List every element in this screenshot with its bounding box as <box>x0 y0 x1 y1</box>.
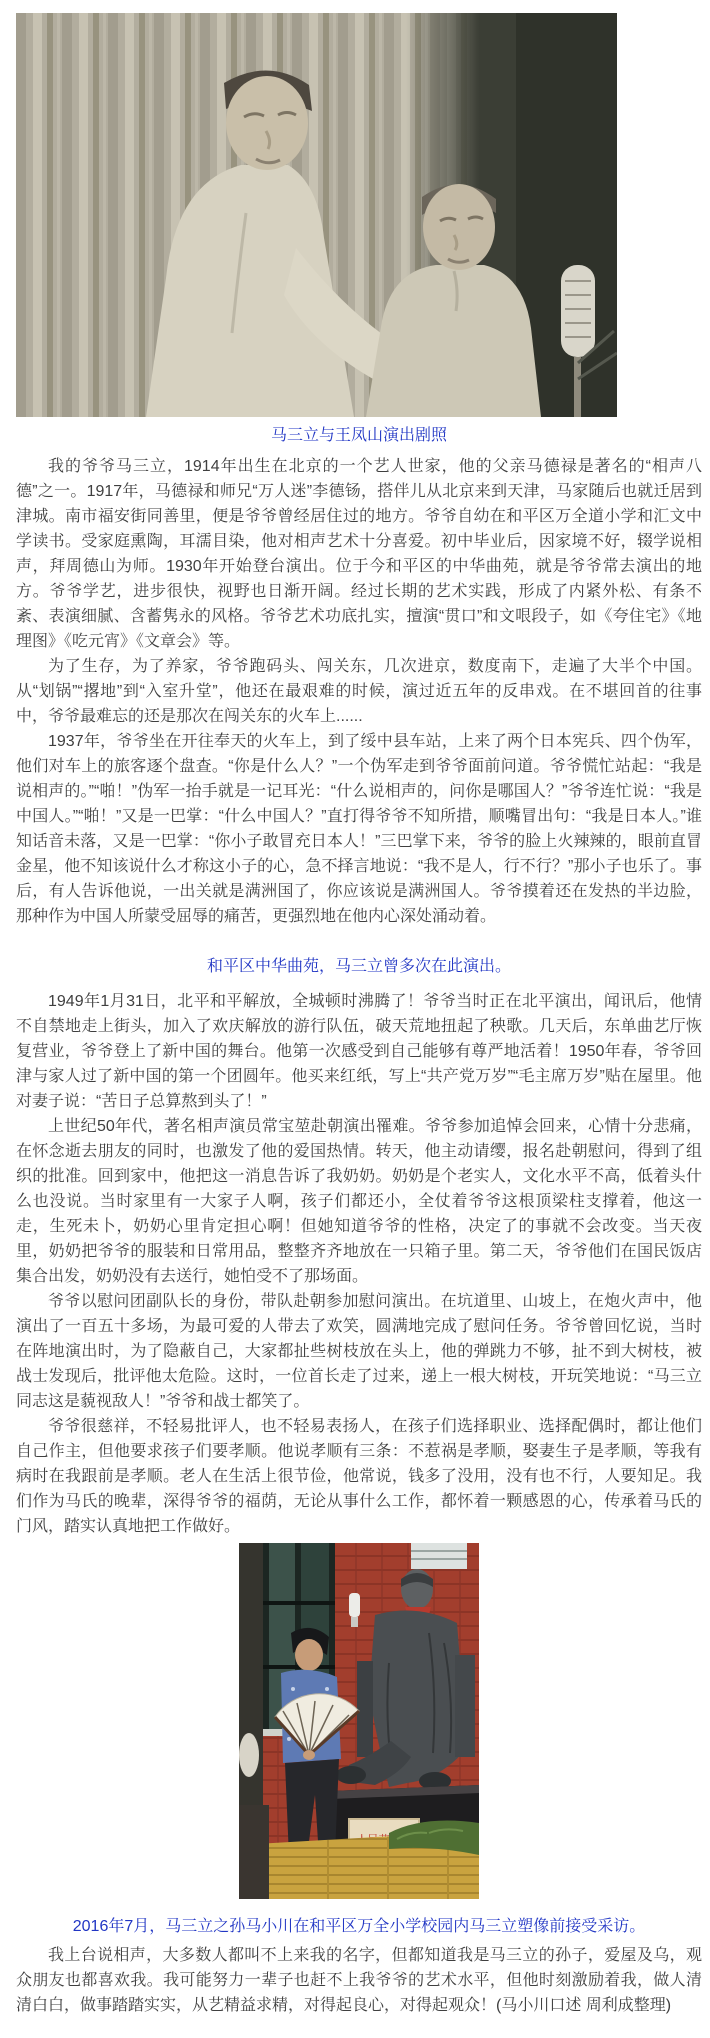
window-top-right <box>411 1543 467 1569</box>
stage-photo-caption: 马三立与王凤山演出剧照 <box>270 427 447 444</box>
stage-photo-image <box>16 13 617 417</box>
paragraph-6: 爷爷以慰问团副队长的身份，带队赴朝参加慰问演出。在坑道里、山坡上，在炮火声中，他演出了一百五十多场，为最可爱的人带去了欢笑，圆满地完成了慰问任务。爷爷曾回忆说，当时在阵地演出时，为了隐蔽自己，大家都扯些树枝放在头上，他的弹跳力不够，扯不到大树枝，被战士发现后，批评他太危险。这时，一位首长走了过来，递上一根大树枝，开玩笑地说：“马三立同志这是藐视敌人！”爷爷和战士都笑了。 <box>16 1293 702 1410</box>
paragraph-5: 上世纪50年代，著名相声演员常宝堃赴朝演出罹难。爷爷参加追悼会回来，心情十分悲痛，在怀念逝去朋友的同时，也激发了他的爱国热情。转天，他主动请缨，报名赴朝慰问，得到了组织的批准。回到家中，他把这一消息告诉了我奶奶。奶奶是个老实人，文化水平不高，低着头什么也没说。当时家里有一大家子人啊，孩子们都还小，全仗着爷爷这根顶梁柱支撑着，他这一走，生死未卜，奶奶心里肯定担心啊！但她知道爷爷的性格，决定了的事就不会改变。当天夜里，奶奶把爷爷的服装和日常用品，整整齐齐地放在一只箱子里。第二天，爷爷他们在国民饭店集合出发，奶奶没有去送行，她怕受不了那场面。 <box>16 1118 702 1285</box>
quyuan-caption: 和平区中华曲苑，马三立曾多次在此演出。 <box>206 958 511 975</box>
statue-photo-image <box>239 1543 479 1899</box>
light-object <box>239 1733 259 1777</box>
paragraph-8: 我上台说相声，大多数人都叫不上来我的名字，但都知道我是马三立的孙子，爱屋及乌，观众朋友也都喜欢我。我可能努力一辈子也赶不上我爷爷的艺术水平，但他时刻激励着我，做人清清白白，做事踏踏实实，从艺精益求精，对得起良心，对得起观众！(马小川口述 周利成整理) <box>16 1947 702 2014</box>
building-edge <box>239 1543 263 1823</box>
stage-photo[interactable] <box>16 13 702 417</box>
statue-photo-caption: 2016年7月，马三立之孙马小川在和平区万全小学校园内马三立塑像前接受采访。 <box>72 1918 646 1935</box>
paragraph-3: 1937年，爷爷坐在开往奉天的火车上，到了绥中县车站，上来了两个日本宪兵、四个伪军，他们对车上的旅客逐个盘查。“你是什么人？”一个伪军走到爷爷面前问道。爷爷慌忙站起：“我是说相声的。”“啪！”伪军一抬手就是一记耳光：“什么说相声的，问你是哪国人？”爷爷连忙说：“我是中国人。”“啪！”又是一巴掌：“什么中国人？”直打得爷爷不知所措，顺嘴冒出句：“我是日本人。”谁知话音未落，又是一巴掌：“你小子敢冒充日本人！”三巴掌下来，爷爷的脸上火辣辣的，眼前直冒金星，他不知该说什么才称这小子的心，急不择言地说：“我不是人，行不行？”那小子也乐了。事后，有人告诉他说，一出关就是满洲国了，你应该说是满洲国人。爷爷摸着还在发热的半边脸，那种作为中国人所蒙受屈辱的痛苦，更强烈地在他内心深处涌动着。 <box>16 733 702 925</box>
paragraph-4: 1949年1月31日，北平和平解放，全城顿时沸腾了！爷爷当时正在北平演出，闻讯后，他情不自禁地走上街头，加入了欢庆解放的游行队伍，破天荒地扭起了秧歌。几天后，东单曲艺厅恢复营业，爷爷登上了新中国的舞台。他第一次感受到自己能够有尊严地活着！1950年春，爷爷回津与家人过了新中国的第一个团圆年。他买来红纸，写上“共产党万岁”“毛主席万岁”贴在屋里。他对妻子说：“苦日子总算熬到头了！” <box>16 993 702 1110</box>
paragraph-1: 我的爷爷马三立，1914年出生在北京的一个艺人世家，他的父亲马德禄是著名的“相声八德”之一。1917年，马德禄和师兄“万人迷”李德钖，搭伴儿从北京来到天津，马家随后也就迁居到津城。南市福安街同善里，便是爷爷曾经居住过的地方。爷爷自幼在和平区万全道小学和汇文中学读书。受家庭熏陶，耳濡目染，他对相声艺术十分喜爱。初中毕业后，因家境不好，辍学说相声，拜周德山为师。1930年开始登台演出。位于今和平区的中华曲苑，就是爷爷常去演出的地方。爷爷学艺，进步很快，视野也日渐开阔。经过长期的艺术实践，形成了内紧外松、有条不紊、表演细腻、含蓄隽永的风格。爷爷艺术功底扎实，擅演“贯口”和文哏段子，如《夸住宅》《地理图》《吃元宵》《文章会》等。 <box>16 458 702 650</box>
dark-step <box>239 1805 269 1899</box>
paragraph-7: 爷爷很慈祥，不轻易批评人，也不轻易表扬人，在孩子们选择职业、选择配偶时，都让他们自己作主，但他要求孩子们要孝顺。他说孝顺有三条：不惹祸是孝顺，娶妻生子是孝顺，等我有病时在我跟前是孝顺。老人在生活上很节俭，他常说，钱多了没用，没有也不行，人要知足。我们作为马氏的晚辈，深得爷爷的福荫，无论从事什么工作，都怀着一颗感恩的心，传承着马氏的门风，踏实认真地把工作做好。 <box>16 1418 702 1535</box>
statue-photo[interactable] <box>239 1543 479 1907</box>
paragraph-2: 为了生存，为了养家，爷爷跑码头、闯关东，几次进京，数度南下，走遍了大半个中国。从“划锅”“撂地”到“入室升堂”，他还在最艰难的时候，演过近五年的反串戏。在不堪回首的往事中，爷爷最难忘的还是那次在闯关东的火车上...... <box>16 658 702 725</box>
